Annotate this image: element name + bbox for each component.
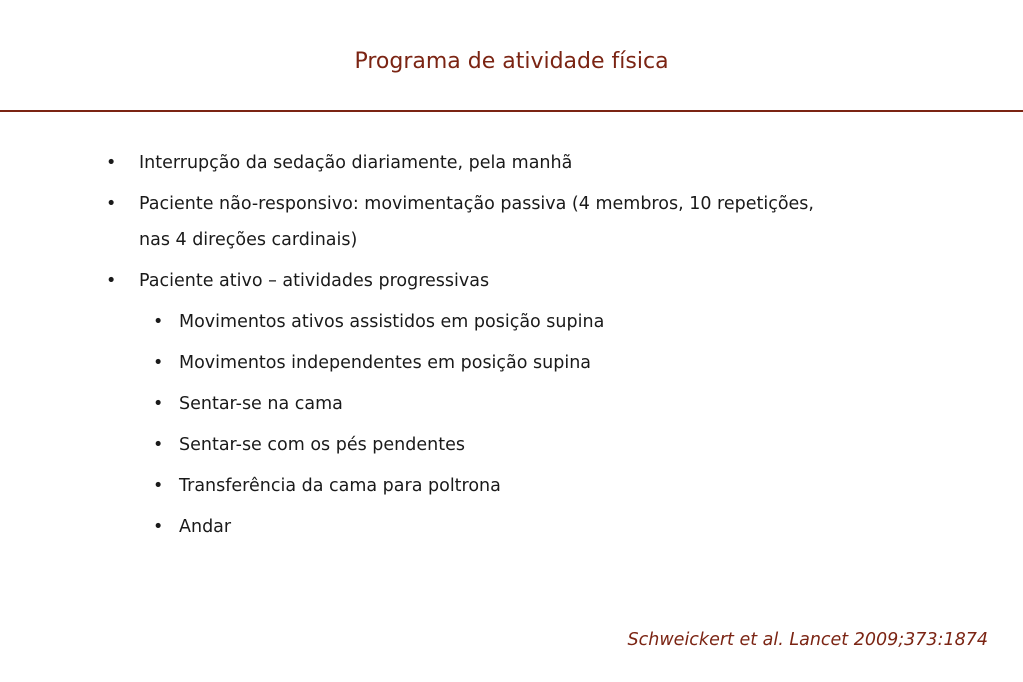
sub-bullet-item [0, 345, 829, 381]
title-divider [0, 110, 1023, 112]
bullet-item [0, 263, 829, 299]
sub-bullet-item [0, 304, 829, 340]
bullet-icon: • [153, 435, 164, 455]
bullet-icon: • [106, 271, 117, 291]
citation: Schweickert et al. Lancet 2009;373:1874 [627, 630, 988, 650]
bullet-icon: • [106, 153, 117, 173]
bullet-text: Interrupção da sedação diariamente, pela manhã [139, 153, 573, 173]
bullet-icon: • [153, 353, 164, 373]
sub-bullet-item [0, 427, 829, 463]
bullet-icon: • [153, 312, 164, 332]
sub-bullet-text: Sentar-se com os pés pendentes [179, 435, 465, 455]
bullet-list [0, 145, 1023, 550]
sub-bullet-text: Movimentos independentes em posição supina [179, 353, 592, 373]
sub-bullet-item [0, 468, 829, 504]
bullet-item [0, 145, 829, 181]
slide-title: Programa de atividade física [354, 49, 669, 74]
bullet-item [0, 186, 829, 258]
sub-bullet-text: Movimentos ativos assistidos em posição supina [179, 312, 605, 332]
bullet-icon: • [153, 517, 164, 537]
sub-bullet-text: Andar [179, 517, 232, 537]
bullet-icon: • [153, 394, 164, 414]
sub-bullet-text: Sentar-se na cama [179, 394, 343, 414]
bullet-icon: • [153, 476, 164, 496]
sub-bullet-item [0, 386, 829, 422]
sub-bullet-item [0, 509, 829, 545]
bullet-text: Paciente ativo – atividades progressivas [139, 271, 490, 291]
bullet-text: Paciente não-responsivo: movimentação passiva (4 membros, 10 repetições, nas 4 direções cardinais) [139, 194, 814, 250]
sub-bullet-text: Transferência da cama para poltrona [179, 476, 501, 496]
bullet-icon: • [106, 194, 117, 214]
